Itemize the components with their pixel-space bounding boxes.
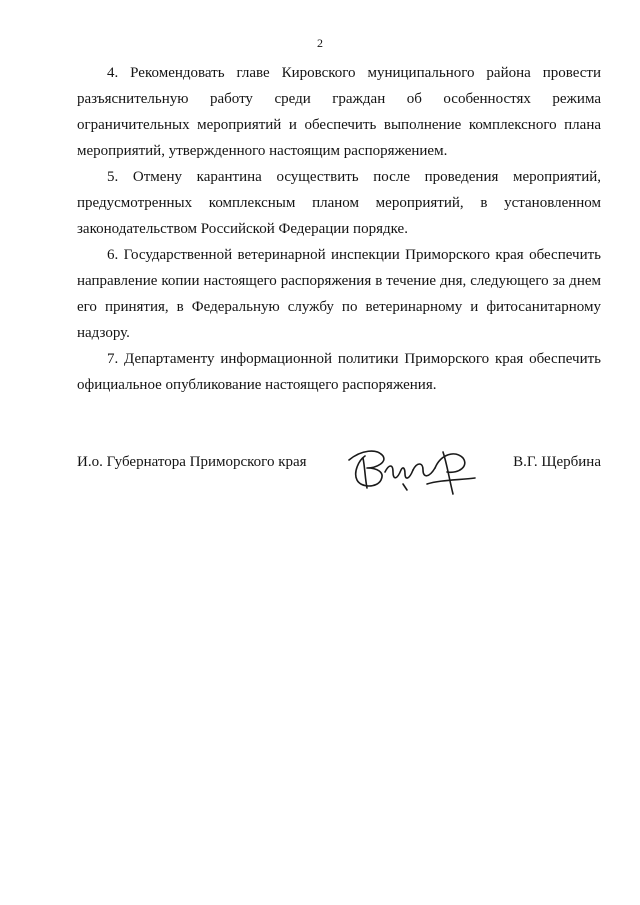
paragraph-5: 5. Отмену карантина осуществить после проведения мероприятий, предусмотренных комплексным планом мероприятий, в установленном законодательством Российской Федерации порядке. xyxy=(77,169,601,237)
paragraph-4: 4. Рекомендовать главе Кировского муниципального района провести разъяснительную работу среди граждан об особенностях режима ограничительных мероприятий и обеспечить выполнение комплексного плана мероприятий, утвержденного настоящим распоряжением. xyxy=(77,65,601,159)
signer-title: И.о. Губернатора Приморского края xyxy=(77,454,307,470)
signer-name: В.Г. Щербина xyxy=(513,454,601,470)
paragraph-6: 6. Государственной ветеринарной инспекции Приморского края обеспечить направление копии настоящего распоряжения в течение дня, следующего за днем его принятия, в Федеральную службу по ветеринарному и фитосанитарному надзору. xyxy=(77,247,601,341)
handwritten-signature-icon xyxy=(343,438,483,498)
signature-block xyxy=(77,438,601,498)
page-number: 2 xyxy=(317,36,323,50)
paragraph-7: 7. Департаменту информационной политики Приморского края обеспечить официальное опубликование настоящего распоряжения. xyxy=(77,351,601,393)
document-body xyxy=(77,60,601,398)
